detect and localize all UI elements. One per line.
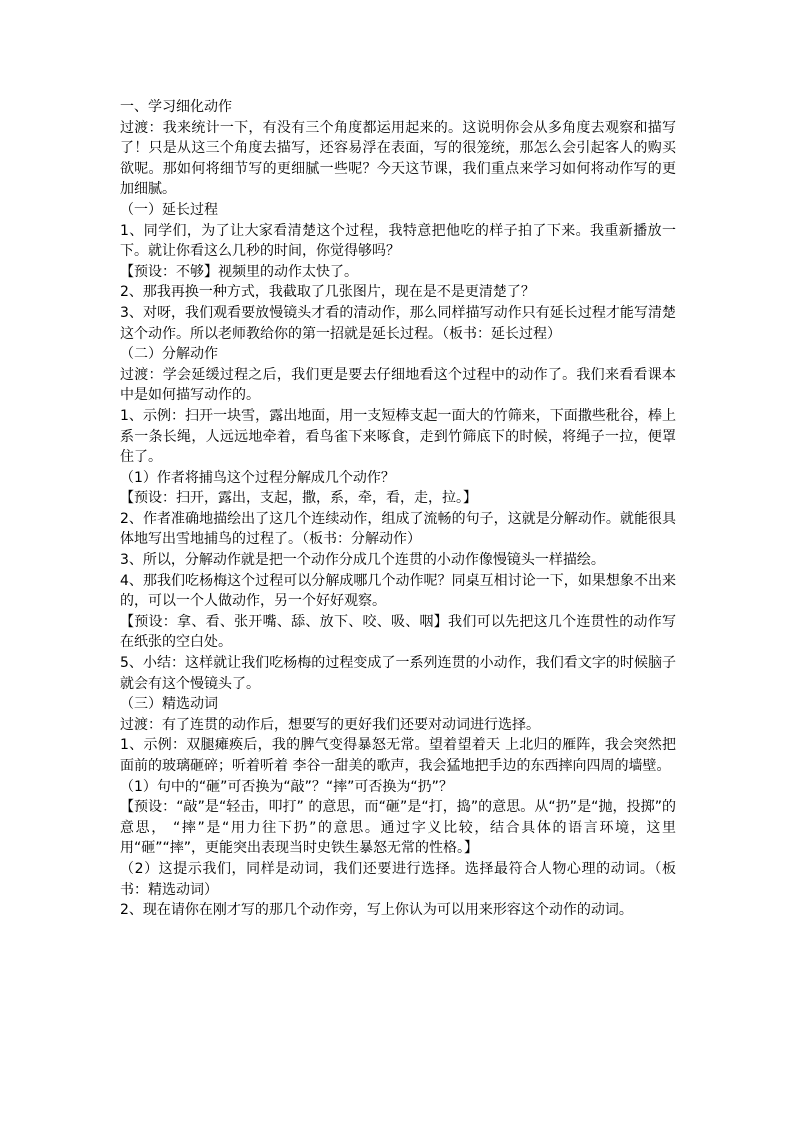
preset-answer: 【预设：不够】视频里的动作太快了。: [120, 263, 358, 280]
step-paragraph: 3、对呀，我们观看要放慢镜头才看的清动作，那么同样描写动作只有延长过程才能写清楚这个动作。所以老师教给你的第一招就是延长过程。（板书：延长过程）: [120, 304, 676, 342]
step-paragraph: 2、现在请你在刚才写的那几个动作旁，写上你认为可以用来形容这个动作的动词。: [120, 902, 633, 919]
step-paragraph: 4、那我们吃杨梅这个过程可以分解成哪几个动作呢？同桌互相讨论一下，如果想象不出来的，可以一个人做动作，另一个好好观察。: [120, 572, 676, 610]
step-paragraph: 2、那我再换一种方式，我截取了几张图片，现在是不是更清楚了？: [120, 284, 535, 301]
preset-answer: 【预设：扫开，露出，支起，撒，系，牵，看，走，拉。】: [120, 490, 477, 507]
transition-paragraph: 过渡：有了连贯的动作后，想要写的更好我们还要对动词进行选择。: [120, 716, 540, 733]
example-paragraph: 1、示例：扫开一块雪，露出地面，用一支短棒支起一面大的竹筛来，下面撒些秕谷，棒上系一条长绳，人远远地牵着，看鸟雀下来啄食，走到竹筛底下的时候，将绳子一拉，便罩住了。: [120, 407, 676, 466]
subsection-heading-select-verbs: （三）精选动词: [120, 696, 218, 713]
step-paragraph: 2、作者准确地描绘出了这几个连续动作，组成了流畅的句子，这就是分解动作。就能很具体地写出雪地捕鸟的过程了。（板书：分解动作）: [120, 510, 676, 548]
question-paragraph: （1）句中的“砸”可否换为“敲”？“摔”可否换为“扔”？: [120, 778, 453, 795]
subsection-heading-decompose-action: （二）分解动作: [120, 346, 218, 363]
question-paragraph: （2）这提示我们，同样是动词，我们还要进行选择。选择最符合人物心理的动词。（板书：精选动词）: [120, 860, 676, 898]
transition-paragraph: 过渡：学会延缓过程之后，我们更是要去仔细地看这个过程中的动作了。我们来看看课本中是如何描写动作的。: [120, 366, 676, 404]
preset-answer: 【预设：“敲”是“轻击，叩打” 的意思，而“砸”是“打，捣”的意思。从“扔”是“抛，投掷”的意思， “摔”是“用力往下扔”的意思。通过字义比较，结合具体的语言环境，这里用“砸”“摔”，更能突出表现当时史铁生暴怒无常的性格。】: [120, 799, 676, 857]
document-body: [120, 97, 676, 921]
step-paragraph: 3、所以，分解动作就是把一个动作分成几个连贯的小动作像慢镜头一样描绘。: [120, 552, 605, 569]
transition-paragraph: 过渡：我来统计一下，有没有三个角度都运用起来的。这说明你会从多角度去观察和描写了！只是从这三个角度去描写，还容易浮在表面，写的很笼统，那怎么会引起客人的购买欲呢。那如何将细节写的更细腻一些呢？今天这节课，我们重点来学习如何将动作写的更加细腻。: [120, 119, 676, 198]
subsection-heading-extend-process: （一）延长过程: [120, 201, 218, 218]
preset-answer: 【预设：拿、看、张开嘴、舔、放下、咬、吸、咽】我们可以先把这几个连贯性的动作写在纸张的空白处。: [120, 613, 676, 651]
question-paragraph: （1）作者将捕鸟这个过程分解成几个动作？: [120, 469, 395, 486]
summary-paragraph: 5、小结：这样就让我们吃杨梅的过程变成了一系列连贯的小动作，我们看文字的时候脑子就会有这个慢镜头了。: [120, 655, 676, 692]
step-paragraph: 1、同学们，为了让大家看清楚这个过程，我特意把他吃的样子拍了下来。我重新播放一下。就让你看这么几秒的时间，你觉得够吗？: [120, 222, 676, 260]
example-paragraph: 1、示例：双腿瘫痪后，我的脾气变得暴怒无常。望着望着天 上北归的雁阵，我会突然把面前的玻璃砸碎；听着听着 李谷一甜美的歌声，我会猛地把手边的东西摔向四周的墙壁。: [120, 737, 676, 774]
section-heading: 一、学习细化动作: [120, 99, 232, 115]
